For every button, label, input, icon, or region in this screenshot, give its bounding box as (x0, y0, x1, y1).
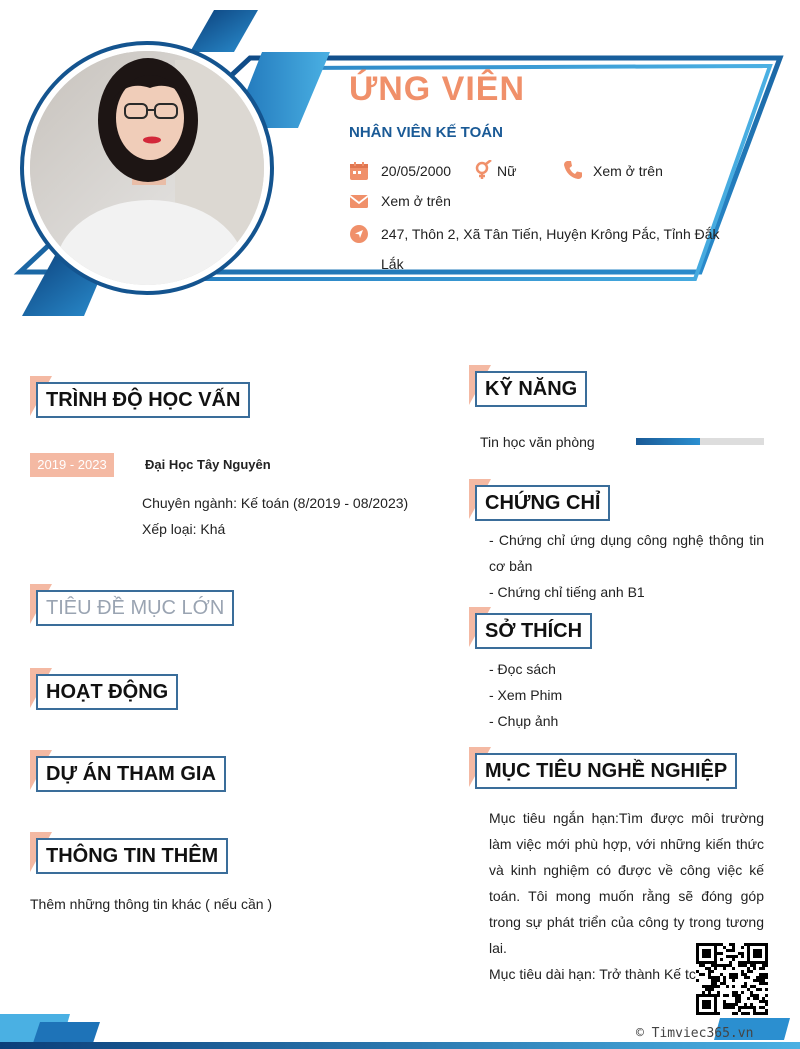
gender: Nữ (497, 163, 517, 179)
address-line-1: 247, Thôn 2, Xã Tân Tiến, Huyện Krông Pắc, Tỉnh Đắk (381, 226, 720, 242)
goal-line: làm việc mới phù hợp, với những kiến thức (489, 836, 764, 852)
location-icon (349, 224, 369, 244)
hobby-item: - Chụp ảnh (489, 713, 559, 729)
goal-line: toán. Tôi mong muốn rằng sẽ đóng góp (489, 888, 764, 904)
education-title: TRÌNH ĐỘ HỌC VẤN (36, 382, 250, 418)
goal-line: Mục tiêu ngắn hạn:Tìm được môi trường (489, 810, 764, 826)
email: Xem ở trên (381, 193, 451, 209)
certificates-title: CHỨNG CHỈ (475, 485, 610, 521)
projects-title: DỰ ÁN THAM GIA (36, 756, 226, 792)
address-line-2: Lắk (381, 256, 404, 272)
hobbies-title: SỞ THÍCH (475, 613, 592, 649)
skill-name: Tin học văn phòng (480, 434, 595, 450)
skill-bar-track (636, 438, 764, 445)
goal-line: trong sự phát triển của công ty trong tương (489, 914, 764, 930)
goal-line: và kinh nghiệm có được về công việc kế (489, 862, 764, 878)
certificate-line-3: - Chứng chỉ tiếng anh B1 (489, 584, 645, 600)
extra-title: THÔNG TIN THÊM (36, 838, 228, 874)
qr-code-icon (696, 943, 768, 1015)
email-icon (349, 191, 369, 211)
education-period-badge (30, 453, 114, 477)
candidate-name: ỨNG VIÊN (349, 70, 526, 108)
skills-title: KỸ NĂNG (475, 371, 587, 407)
placeholder-title: TIÊU ĐỀ MỤC LỚN (36, 590, 234, 626)
certificate-line-1: - Chứng chỉ ứng dụng công nghệ thông tin (489, 532, 764, 548)
certificate-line-2: cơ bản (489, 558, 533, 574)
goal-line: Mục tiêu dài hạn: Trở thành Kế tc (489, 966, 696, 982)
skill-bar-fill (636, 438, 700, 445)
birthday: 20/05/2000 (381, 163, 452, 179)
education-school: Đại Học Tây Nguyên (145, 457, 271, 472)
hobby-item: - Đọc sách (489, 661, 556, 677)
education-period: 2019 - 2023 (37, 457, 107, 472)
activities-title: HOẠT ĐỘNG (36, 674, 178, 710)
education-grade: Xếp loại: Khá (142, 521, 226, 537)
phone-icon (563, 160, 583, 180)
gender-icon (473, 160, 493, 180)
footer-watermark: © Timviec365.vn (636, 1026, 754, 1041)
goal-line: lai. (489, 940, 507, 956)
candidate-position: NHÂN VIÊN KẾ TOÁN (349, 124, 503, 141)
goals-title: MỤC TIÊU NGHỀ NGHIỆP (475, 753, 737, 789)
calendar-icon (349, 161, 369, 181)
phone: Xem ở trên (593, 163, 663, 179)
extra-text: Thêm những thông tin khác ( nếu cần ) (30, 896, 273, 912)
education-major: Chuyên ngành: Kế toán (8/2019 - 08/2023) (142, 495, 409, 511)
hobby-item: - Xem Phim (489, 687, 563, 703)
